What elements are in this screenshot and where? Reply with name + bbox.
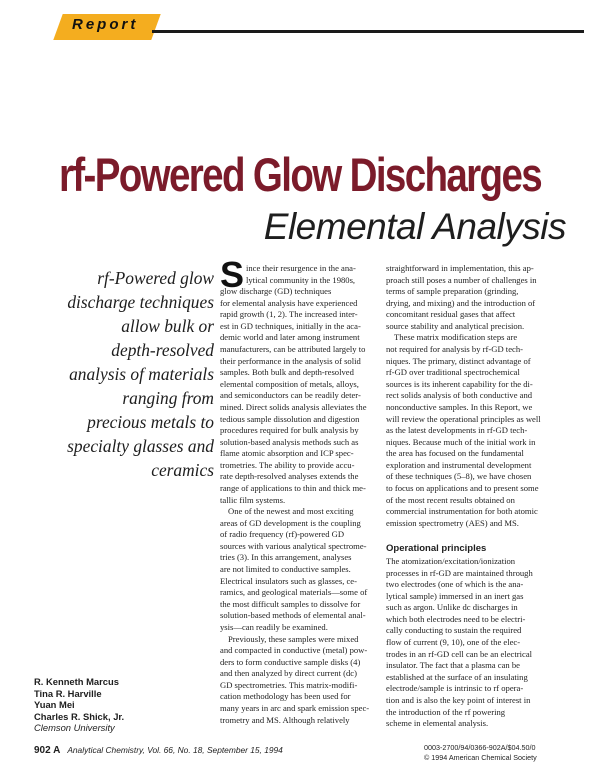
copyright-block: [424, 743, 537, 763]
body-line: established at the surface of an insulating: [386, 671, 528, 682]
body-column-2: [386, 263, 541, 529]
body-line: two electrodes (one of which is the ana-: [386, 579, 524, 590]
author-name: Tina R. Harville: [34, 687, 102, 699]
body-line: of radio frequency (rf)-powered GD: [220, 529, 345, 540]
pull-quote-line: precious metals to: [87, 412, 214, 432]
body-line: for elemental analysis have experienced: [220, 297, 358, 308]
body-line: cation methodology has been used for: [220, 691, 351, 702]
author-block: [34, 676, 124, 734]
body-line: of these techniques (5–8), we have chosen: [386, 471, 532, 482]
body-line: tallic film systems.: [220, 494, 286, 505]
body-line: the introduction of the rf powering: [386, 706, 506, 717]
body-line: and compacted in conductive (metal) pow-: [220, 645, 368, 656]
body-line: sources is its inherent capability for the di-: [386, 378, 533, 389]
body-line: The atomization/excitation/ionization: [386, 556, 516, 566]
page-number: 902 A: [34, 745, 61, 756]
body-line: One of the newest and most exciting: [228, 506, 354, 517]
body-line: Previously, these samples were mixed: [228, 633, 359, 644]
body-line: rect solids analysis of both conductive and: [386, 390, 533, 401]
body-line: mined. Direct solids analysis alleviates the: [220, 401, 367, 412]
pull-quote-line: ceramics: [151, 460, 214, 480]
journal-citation: Analytical Chemistry, Vol. 66, No. 18, September 15, 1994: [67, 745, 283, 755]
body-line: glow discharge (GD) techniques: [220, 286, 332, 297]
body-line: processes in rf-GD are maintained through: [386, 567, 533, 578]
body-line: the area has focused on the fundamental: [386, 448, 524, 459]
header-rule: [152, 30, 584, 33]
body-line: These matrix modification steps are: [394, 332, 518, 343]
body-line: ramics, and geological materials—some of: [220, 587, 368, 598]
body-line: commercial instrumentation for both atomic: [386, 506, 538, 517]
pull-quote-line: discharge techniques: [67, 292, 214, 312]
pull-quote-line: analysis of materials: [69, 364, 214, 384]
body-line: cally conducting to sustain the required: [386, 625, 522, 636]
body-line: rf-GD over traditional spectrochemical: [386, 367, 520, 378]
body-line: areas of GD development is the coupling: [220, 517, 361, 528]
body-line: ders to form conductive sample disks (4): [220, 656, 361, 667]
body-line: will review the operational principles as well: [386, 413, 541, 424]
body-line: GD spectrometries. This matrix-modifi-: [220, 679, 358, 690]
body-line: samples. Both bulk and depth-resolved: [220, 367, 354, 378]
body-line: rate depth-resolved analyses extends the: [220, 471, 359, 482]
body-line: Electrical insulators such as glasses, ce-: [220, 575, 357, 586]
body-line: elemental composition of metals, alloys,: [220, 378, 359, 389]
body-line: tries (3). In this arrangement, analyses: [220, 552, 352, 563]
pull-quote-line: specialty glasses and: [67, 436, 214, 456]
article-code: 0003-2700/94/0366-902A/$04.50/0: [424, 743, 536, 752]
body-line: straightforward in implementation, this ap-: [386, 263, 534, 273]
body-line: as the latest developments in rf-GD tech-: [386, 425, 528, 436]
body-line: solution-based analysis methods such as: [220, 436, 359, 447]
body-line: proach still poses a number of challenges in: [386, 274, 537, 285]
author-name: R. Kenneth Marcus: [34, 676, 119, 687]
body-line: manufacturers, can be attributed largely to: [220, 344, 366, 355]
body-line: concomitant residual gases that affect: [386, 309, 516, 320]
pull-quote: [52, 266, 214, 482]
body-line: solution-based methods of elemental anal-: [220, 610, 366, 621]
pull-quote-line: depth-resolved: [111, 340, 214, 360]
body-line: emission spectrometry (AES) and MS.: [386, 517, 519, 528]
body-line: to focus on applications and to present some: [386, 482, 539, 493]
body-line: tion and is also the key point of interest in: [386, 694, 531, 705]
body-line: range of applications to thin and thick me-: [220, 482, 366, 493]
body-line: and semiconductors can be readily deter-: [220, 390, 361, 401]
body-line: flame atomic absorption and ICP spec-: [220, 448, 354, 459]
body-line: which both electrodes need to be electri-: [386, 613, 526, 624]
body-line: their performance in the analysis of solid: [220, 355, 361, 366]
body-line: lytical sample) immersed in an inert gas: [386, 590, 524, 601]
body-line: not required for analysis by rf-GD tech-: [386, 344, 523, 355]
section-label: Report: [72, 16, 139, 33]
body-line: trodes in an rf-GD cell can be an electrical: [386, 648, 533, 659]
pull-quote-line: allow bulk or: [121, 316, 214, 336]
body-column-1: [220, 263, 369, 726]
body-line: drying, and mixing) and the introduction of: [386, 297, 536, 308]
body-line: many years in arc and spark emission spec-: [220, 702, 370, 713]
body-line: trometry and MS. Although relatively: [220, 714, 350, 725]
author-affiliation: Clemson University: [34, 722, 115, 733]
body-line: niques. Because much of the initial work in: [386, 436, 536, 447]
body-line: the most difficult samples to dissolve for: [220, 598, 361, 609]
pull-quote-line: rf-Powered glow: [97, 268, 214, 288]
body-line: ysis—can readily be examined.: [220, 621, 328, 632]
author-name: Yuan Mei: [34, 699, 75, 710]
section-heading: Operational principles: [386, 543, 487, 554]
body-line: procedures required for bulk analysis by: [220, 425, 359, 436]
body-line: trometries. The ability to provide accu-: [220, 459, 355, 470]
copyright-notice: © 1994 American Chemical Society: [424, 753, 537, 762]
body-line: and then analyzed by direct current (dc): [220, 668, 357, 679]
pull-quote-line: ranging from: [122, 388, 214, 408]
body-line: insulator. The fact that a plasma can be: [386, 660, 520, 671]
body-line: exploration and instrumental development: [386, 459, 532, 470]
article-subtitle: Elemental Analysis: [263, 206, 566, 247]
drop-cap: S: [220, 254, 245, 295]
body-line: demic world and later among instrument: [220, 332, 360, 343]
page-footer: [34, 745, 283, 756]
author-name: Charles R. Shick, Jr.: [34, 710, 125, 722]
body-line: niques. The primary, distinct advantage of: [386, 355, 531, 366]
body-line: flow of current (9, 10), one of the elec-: [386, 637, 521, 648]
body-line: are not limited to conductive samples.: [220, 564, 351, 575]
body-line: scheme in elemental analysis.: [386, 718, 489, 729]
body-line: sources with various analytical spectrome-: [220, 540, 367, 551]
body-line: ince their resurgence in the ana-: [246, 263, 356, 273]
article-title: rf-Powered Glow Discharges: [58, 148, 542, 201]
body-line: tedious sample dissolution and digestion: [220, 413, 360, 424]
body-line: est in GD techniques, initially in the aca-: [220, 320, 361, 331]
body-line: of the most recent results obtained on: [386, 494, 515, 505]
body-line: rapid growth (1, 2). The increased inter-: [220, 309, 358, 320]
body-column-2-continued: [386, 556, 533, 730]
body-line: terms of sample preparation (grinding,: [386, 286, 519, 297]
body-line: lytical community in the 1980s,: [246, 274, 356, 285]
body-line: nonconductive samples. In this Report, we: [386, 401, 533, 412]
body-line: source stability and analytical precision.: [386, 320, 525, 331]
body-line: electrode/sample is intrinsic to rf opera-: [386, 683, 524, 694]
body-line: such as argon. Unlike dc discharges in: [386, 602, 518, 613]
